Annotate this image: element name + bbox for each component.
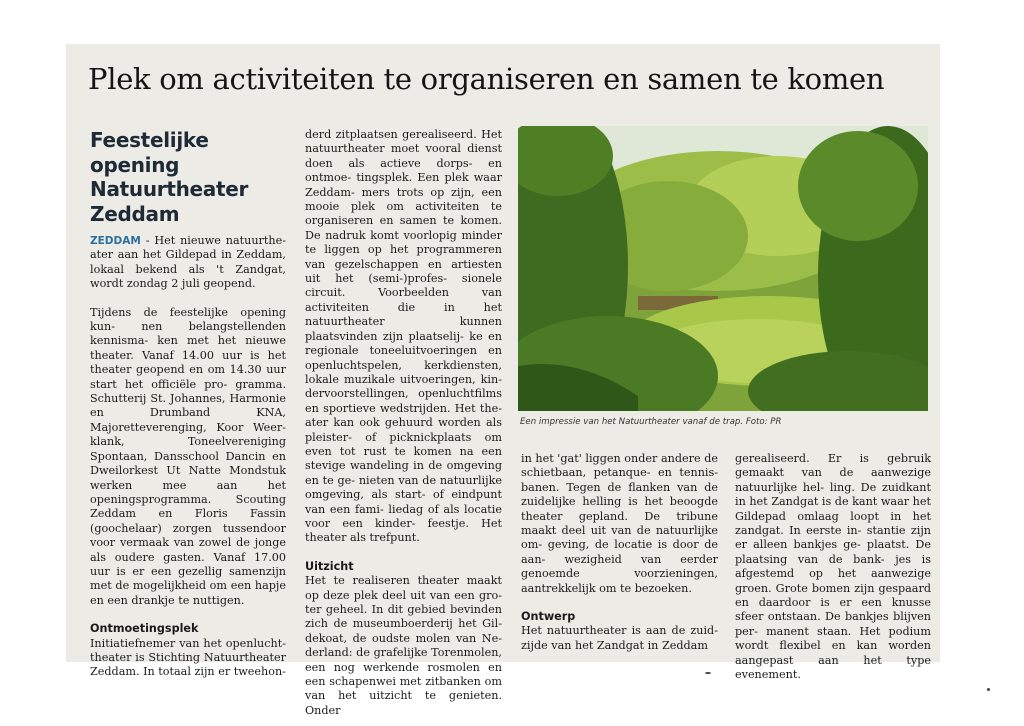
photo-natuurtheater (518, 126, 928, 411)
subheading-uitzicht: Uitzicht (305, 559, 354, 573)
article-title-line: Feestelijke (90, 128, 209, 152)
scan-speck (705, 672, 711, 674)
article-title-line: Zeddam (90, 201, 180, 226)
article-intro (90, 234, 286, 292)
article-title-line: Natuurtheater (90, 177, 249, 201)
article-column-1 (90, 128, 286, 680)
paragraph: in het 'gat' liggen onder andere de schietbaan, petanque- en tennis- banen. Tegen de flanken van de zuidelijke helling is het beoogde theater gepland. De tribune maakt deel uit van de natuurlijke om- geving, de locatie is door de aan- wezigheid van eerder genoemde voorzieningen, aantrekkelijk om te bezoeken. (521, 452, 718, 595)
dateline: ZEDDAM (90, 235, 141, 247)
subheading-ontmoetingsplek: Ontmoetingsplek (90, 622, 199, 636)
scan-speck (987, 688, 990, 691)
intro-text: - Het nieuwe natuurthe- ater aan het Gildepad in Zeddam, lokaal bekend als 't Zandgat, wordt zondag 2 juli geopend. (90, 234, 287, 291)
article-column-2 (305, 128, 502, 718)
paragraph: gerealiseerd. Er is gebruik gemaakt van de aanwezige natuurlijke hel- ling. De zuidkant in het Zandgat is de kant waar het Gildepad omlaag loopt in het zandgat. In eerste in- stantie zijn er alleen bankjes ge- plaatst. De plaatsing van de bank- jes is afgestemd op het aanwezige groen. Grote bomen zijn gespaard en daardoor is er een knusse sfeer ontstaan. De bankjes blijven per- manent staan. Het podium wordt flexibel en kan worden aangepast aan het type evenement. (735, 452, 931, 682)
article-title (90, 128, 286, 226)
paragraph: Tijdens de feestelijke opening kun- nen belangstellenden kennisma- ken met het nieuwe theater. Vanaf 14.00 uur is het theater geopend en om 14.30 uur start het officiële pro- gramma. Schutterij St. Johannes, Harmonie en Drumband KNA, Majoretteverenging, Koor Weer- klank, Toneelvereniging Spontaan, Dansschool Dancin en Dweilorkest Ut Natte Mondstuk werken mee aan het openingsprogramma. Scouting Zeddam en Floris Fassin (goochelaar) zorgen tussendoor voor vermaak van zowel de jonge als oudere gasten. Vanaf 17.00 uur is er een gezellig samenzijn met de mogelijkheid om een hapje en een drankje te nuttigen. (90, 305, 286, 607)
subheading-ontwerp: Ontwerp (521, 610, 576, 624)
paragraph: Initiatiefnemer van het openlucht- theater is Stichting Natuurtheater Zeddam. In totaal zijn er tweehon- (90, 636, 286, 679)
paragraph: derd zitplaatsen gerealiseerd. Het natuurtheater moet vooral dienst doen als actieve dorps- en ontmoe- tingsplek. Een plek waar Zeddam- mers trots op zijn, een mooie plek om activiteiten te organiseren en samen te komen. De nadruk komt voorlopig minder te liggen op het programmeren van gezelschappen en artiesten uit het (semi-)profes- sionele circuit. Voorbeelden van activiteiten die in het natuurtheater kunnen plaatsvinden zijn plaatselij- ke en regionale toneeluitvoeringen en openluchtspelen, kerkdiensten, lokale muzikale uitvoeringen, kin- dervoorstellingen, openluchtfilms en sportieve wedstrijden. Het the- ater kan ook gehuurd worden als pleister- of picknickplaats om even tot rust te komen na een stevige wandeling in de omgeving en te ge- nieten van de natuurlijke omgeving, als start- of eindpunt van een fami- liedag of als locatie voor een kinder- feestje. Het theater als trefpunt. (305, 128, 502, 545)
paragraph: Het te realiseren theater maakt op deze plek deel uit van een gro- ter geheel. In dit gebied bevinden zich de museumboerderij het Gil- dekoat, de oudste molen van Ne- derland: de grafelijke Torenmolen, een nog werkende rosmolen en een schapenwei met zitbanken om van het uitzicht te genieten. Onder (305, 574, 502, 717)
photo-caption: Een impressie van het Natuurtheater vanaf de trap. Foto: PR (520, 417, 782, 427)
page-headline: Plek om activiteiten te organiseren en samen te komen (88, 62, 885, 96)
article-column-3 (521, 452, 718, 653)
article-photo (518, 126, 928, 411)
paragraph: Het natuurtheater is aan de zuid- zijde van het Zandgat in Zeddam (521, 624, 718, 652)
article-column-4 (735, 452, 931, 683)
article-title-line: opening (90, 152, 180, 177)
